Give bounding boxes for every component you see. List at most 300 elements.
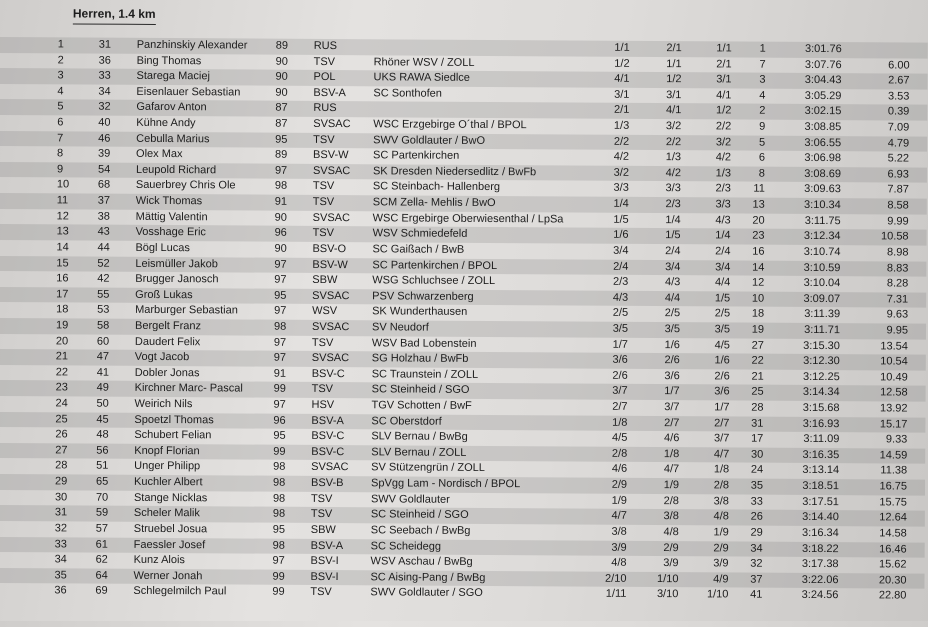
split-2: 2/9 bbox=[649, 540, 679, 556]
athlete-name: Olex Max bbox=[136, 147, 183, 163]
place-cell: 10 bbox=[57, 178, 73, 194]
rank-cell: 17 bbox=[741, 432, 763, 448]
split-1: 2/8 bbox=[597, 447, 627, 463]
place-cell: 8 bbox=[57, 147, 73, 163]
athlete-name: Starega Maciej bbox=[136, 69, 209, 85]
split-3: 3/8 bbox=[699, 494, 729, 510]
rank-cell: 12 bbox=[742, 276, 764, 292]
place-cell: 18 bbox=[56, 303, 72, 319]
place-cell: 33 bbox=[55, 537, 71, 553]
rank-cell: 41 bbox=[740, 588, 762, 604]
club-name: SC Steinbach- Hallenberg bbox=[373, 180, 500, 196]
finish-time: 3:17.38 bbox=[783, 557, 839, 573]
bib-cell: 34 bbox=[98, 84, 118, 100]
time-behind: 22.80 bbox=[856, 589, 906, 605]
athlete-name: Leupold Richard bbox=[136, 163, 216, 179]
split-2: 2/5 bbox=[650, 306, 680, 322]
athlete-name: Bergelt Franz bbox=[135, 319, 201, 335]
place-cell: 26 bbox=[55, 428, 71, 444]
split-2: 2/2 bbox=[651, 135, 681, 151]
association-code: SVSAC bbox=[313, 164, 350, 180]
bib-cell: 68 bbox=[98, 178, 118, 194]
time-behind: 9.33 bbox=[857, 432, 907, 448]
athlete-name: Spoetzl Thomas bbox=[134, 412, 213, 428]
split-1: 1/3 bbox=[599, 119, 629, 135]
finish-time: 3:14.40 bbox=[783, 510, 839, 526]
place-cell: 13 bbox=[57, 225, 73, 241]
rank-cell: 24 bbox=[741, 463, 763, 479]
club-name: SC Partenkirchen / BPOL bbox=[372, 258, 497, 274]
association-code: BSV-I bbox=[311, 554, 339, 570]
athlete-name: Stange Nicklas bbox=[134, 490, 207, 506]
split-1: 1/8 bbox=[597, 415, 627, 431]
bib-cell: 49 bbox=[97, 381, 117, 397]
place-cell: 34 bbox=[55, 552, 71, 568]
rank-cell: 11 bbox=[743, 182, 765, 198]
split-1: 4/1 bbox=[599, 72, 629, 88]
split-1: 2/1 bbox=[599, 103, 629, 119]
place-cell: 32 bbox=[55, 521, 71, 537]
finish-time: 3:09.63 bbox=[785, 182, 841, 198]
bib-cell: 70 bbox=[96, 490, 116, 506]
time-behind: 15.75 bbox=[857, 495, 907, 511]
rank-cell: 30 bbox=[741, 447, 763, 463]
association-code: BSV-A bbox=[313, 86, 346, 102]
birth-year: 99 bbox=[273, 445, 285, 461]
time-behind: 11.38 bbox=[857, 464, 907, 480]
time-behind: 10.58 bbox=[859, 230, 909, 246]
club-name: SCM Zella- Mehlis / BwO bbox=[373, 195, 496, 211]
rank-cell: 13 bbox=[743, 198, 765, 214]
athlete-name: Vosshage Eric bbox=[136, 225, 206, 241]
split-1: 1/5 bbox=[599, 212, 629, 228]
split-1: 2/9 bbox=[597, 478, 627, 494]
split-1: 3/3 bbox=[599, 181, 629, 197]
split-2: 4/4 bbox=[650, 291, 680, 307]
association-code: TSV bbox=[313, 195, 335, 211]
time-behind: 7.87 bbox=[859, 183, 909, 199]
rank-cell: 8 bbox=[743, 166, 765, 182]
club-name: SC Seebach / BwBg bbox=[371, 523, 471, 539]
split-2: 2/1 bbox=[652, 41, 682, 57]
split-1: 3/8 bbox=[597, 525, 627, 541]
club-name: SK Wunderthausen bbox=[372, 305, 467, 321]
split-3: 4/9 bbox=[698, 572, 728, 588]
time-behind: 7.09 bbox=[859, 120, 909, 136]
association-code: SVSAC bbox=[312, 351, 349, 367]
place-cell: 24 bbox=[55, 396, 71, 412]
athlete-name: Wick Thomas bbox=[136, 194, 203, 210]
split-3: 2/5 bbox=[700, 307, 730, 323]
athlete-name: Faessler Josef bbox=[134, 537, 206, 553]
club-name: SWV Goldlauter / BwO bbox=[373, 133, 485, 149]
club-name: SG Holzhau / BwFb bbox=[372, 351, 469, 367]
finish-time: 3:11.75 bbox=[785, 214, 841, 230]
place-cell: 20 bbox=[56, 334, 72, 350]
rank-cell: 37 bbox=[740, 572, 762, 588]
association-code: POL bbox=[313, 70, 335, 86]
split-2: 2/6 bbox=[650, 353, 680, 369]
athlete-name: Kirchner Marc- Pascal bbox=[135, 381, 243, 397]
bib-cell: 61 bbox=[96, 537, 116, 553]
split-1: 4/2 bbox=[599, 150, 629, 166]
association-code: BSV-C bbox=[311, 445, 344, 461]
rank-cell: 10 bbox=[742, 291, 764, 307]
athlete-name: Weirich Nils bbox=[134, 397, 192, 413]
association-code: BSV-O bbox=[312, 242, 346, 258]
bib-cell: 36 bbox=[99, 53, 119, 69]
club-name: SC Sonthofen bbox=[373, 86, 442, 102]
split-1: 2/3 bbox=[598, 275, 628, 291]
athlete-name: Mättig Valentin bbox=[136, 210, 208, 226]
place-cell: 28 bbox=[55, 459, 71, 475]
split-3: 2/7 bbox=[699, 416, 729, 432]
birth-year: 90 bbox=[275, 210, 287, 226]
association-code: BSV-B bbox=[311, 476, 344, 492]
place-cell: 3 bbox=[57, 69, 73, 85]
split-3: 2/4 bbox=[700, 244, 730, 260]
split-2: 3/5 bbox=[650, 322, 680, 338]
rank-cell: 14 bbox=[742, 260, 764, 276]
club-name: SLV Bernau / ZOLL bbox=[371, 445, 466, 461]
association-code: HSV bbox=[311, 398, 334, 414]
place-cell: 36 bbox=[54, 584, 70, 600]
place-cell: 7 bbox=[57, 131, 73, 147]
rank-cell: 26 bbox=[741, 510, 763, 526]
split-3: 1/10 bbox=[698, 588, 728, 604]
club-name: SC Partenkirchen bbox=[373, 149, 459, 165]
birth-year: 99 bbox=[272, 569, 284, 585]
split-1: 1/7 bbox=[598, 337, 628, 353]
bib-cell: 41 bbox=[97, 365, 117, 381]
rank-cell: 25 bbox=[742, 385, 764, 401]
bib-cell: 45 bbox=[96, 412, 116, 428]
finish-time: 3:12.30 bbox=[784, 354, 840, 370]
rank-cell: 21 bbox=[742, 369, 764, 385]
split-3: 2/8 bbox=[699, 478, 729, 494]
finish-time: 3:15.68 bbox=[783, 401, 839, 417]
birth-year: 95 bbox=[274, 288, 286, 304]
split-3: 4/7 bbox=[699, 447, 729, 463]
place-cell: 2 bbox=[58, 53, 74, 69]
bib-cell: 50 bbox=[96, 397, 116, 413]
birth-year: 89 bbox=[276, 39, 288, 55]
club-name: SC Oberstdorf bbox=[371, 414, 441, 430]
split-3: 4/4 bbox=[700, 275, 730, 291]
athlete-name: Cebulla Marius bbox=[136, 131, 209, 147]
club-name: Rhöner WSV / ZOLL bbox=[374, 55, 475, 71]
place-cell: 9 bbox=[57, 162, 73, 178]
birth-year: 97 bbox=[273, 398, 285, 414]
club-name: WSC Erzgebirge O´thal / BPOL bbox=[373, 117, 527, 134]
birth-year: 90 bbox=[276, 54, 288, 70]
athlete-name: Sauerbrey Chris Ole bbox=[136, 178, 236, 194]
finish-time: 3:10.59 bbox=[784, 260, 840, 276]
club-name: SV Stützengrün / ZOLL bbox=[371, 461, 485, 477]
time-behind: 10.54 bbox=[858, 354, 908, 370]
finish-time: 3:18.22 bbox=[783, 541, 839, 557]
place-cell: 27 bbox=[55, 443, 71, 459]
split-1: 1/4 bbox=[599, 197, 629, 213]
split-3: 2/6 bbox=[700, 369, 730, 385]
split-1: 2/10 bbox=[596, 571, 626, 587]
split-1: 1/1 bbox=[600, 41, 630, 57]
association-code: SVSAC bbox=[312, 289, 349, 305]
athlete-name: Struebel Josua bbox=[134, 522, 207, 538]
split-3: 2/9 bbox=[699, 541, 729, 557]
birth-year: 95 bbox=[273, 429, 285, 445]
place-cell: 15 bbox=[56, 256, 72, 272]
time-behind: 8.58 bbox=[859, 198, 909, 214]
rank-cell: 6 bbox=[743, 151, 765, 167]
split-2: 3/2 bbox=[651, 119, 681, 135]
split-1: 2/7 bbox=[597, 400, 627, 416]
split-3: 2/2 bbox=[701, 119, 731, 135]
association-code: BSV-W bbox=[312, 257, 348, 273]
split-2: 3/10 bbox=[648, 587, 678, 603]
birth-year: 97 bbox=[274, 273, 286, 289]
birth-year: 97 bbox=[274, 335, 286, 351]
finish-time: 3:16.34 bbox=[783, 526, 839, 542]
split-2: 2/4 bbox=[650, 244, 680, 260]
association-code: TSV bbox=[311, 507, 333, 523]
split-3: 3/4 bbox=[700, 260, 730, 276]
athlete-name: Panzhinskiy Alexander bbox=[137, 38, 248, 54]
split-3: 1/1 bbox=[702, 41, 732, 57]
association-code: TSV bbox=[313, 226, 335, 242]
finish-time: 3:02.15 bbox=[785, 104, 841, 120]
split-1: 1/6 bbox=[599, 228, 629, 244]
birth-year: 98 bbox=[273, 507, 285, 523]
finish-time: 3:14.34 bbox=[784, 385, 840, 401]
birth-year: 96 bbox=[273, 413, 285, 429]
split-1: 3/1 bbox=[599, 87, 629, 103]
rank-cell: 23 bbox=[743, 229, 765, 245]
club-name: SC Steinheid / SGO bbox=[372, 383, 470, 399]
finish-time: 3:07.76 bbox=[786, 57, 842, 73]
finish-time: 3:04.43 bbox=[785, 73, 841, 89]
split-1: 2/5 bbox=[598, 306, 628, 322]
split-3: 1/3 bbox=[701, 166, 731, 182]
time-behind: 3.53 bbox=[859, 89, 909, 105]
birth-year: 90 bbox=[275, 86, 287, 102]
athlete-name: Dobler Jonas bbox=[135, 366, 200, 382]
birth-year: 89 bbox=[275, 148, 287, 164]
split-3: 1/7 bbox=[699, 400, 729, 416]
split-2: 4/7 bbox=[649, 462, 679, 478]
rank-cell: 33 bbox=[741, 494, 763, 510]
rank-cell: 29 bbox=[741, 525, 763, 541]
birth-year: 97 bbox=[274, 351, 286, 367]
rank-cell: 9 bbox=[743, 120, 765, 136]
club-name: SV Neudorf bbox=[372, 320, 429, 336]
finish-time: 3:22.06 bbox=[782, 573, 838, 589]
association-code: SVSAC bbox=[313, 211, 350, 227]
split-3: 1/5 bbox=[700, 291, 730, 307]
birth-year: 99 bbox=[274, 382, 286, 398]
results-table bbox=[0, 37, 928, 605]
club-name: WSV Schmiedefeld bbox=[373, 227, 468, 243]
rank-cell: 22 bbox=[742, 354, 764, 370]
association-code: TSV bbox=[312, 382, 334, 398]
athlete-name: Unger Philipp bbox=[134, 459, 200, 475]
split-1: 4/5 bbox=[597, 431, 627, 447]
split-1: 3/5 bbox=[598, 322, 628, 338]
athlete-name: Leismüller Jakob bbox=[135, 256, 218, 272]
time-behind: 13.92 bbox=[857, 401, 907, 417]
club-name: SWV Goldlauter / SGO bbox=[370, 586, 483, 602]
bib-cell: 47 bbox=[97, 350, 117, 366]
bib-cell: 62 bbox=[96, 553, 116, 569]
place-cell: 23 bbox=[56, 381, 72, 397]
athlete-name: Schubert Felian bbox=[134, 428, 211, 444]
time-behind: 15.62 bbox=[857, 557, 907, 573]
time-behind: 10.49 bbox=[858, 370, 908, 386]
bib-cell: 48 bbox=[96, 428, 116, 444]
split-3: 1/9 bbox=[699, 525, 729, 541]
birth-year: 87 bbox=[275, 101, 287, 117]
bib-cell: 40 bbox=[98, 116, 118, 132]
finish-time: 3:13.14 bbox=[783, 463, 839, 479]
bib-cell: 54 bbox=[98, 162, 118, 178]
birth-year: 97 bbox=[275, 164, 287, 180]
place-cell: 21 bbox=[56, 350, 72, 366]
bib-cell: 38 bbox=[98, 209, 118, 225]
club-name: PSV Schwarzenberg bbox=[372, 289, 474, 305]
place-cell: 17 bbox=[56, 287, 72, 303]
athlete-name: Daudert Felix bbox=[135, 334, 201, 350]
bib-cell: 69 bbox=[95, 584, 115, 600]
time-behind: 0.39 bbox=[859, 105, 909, 121]
club-name: SC Scheidegg bbox=[371, 539, 441, 555]
split-2: 3/6 bbox=[650, 369, 680, 385]
split-1: 1/2 bbox=[600, 56, 630, 72]
finish-time: 3:11.09 bbox=[783, 432, 839, 448]
split-1: 4/6 bbox=[597, 462, 627, 478]
bib-cell: 60 bbox=[97, 334, 117, 350]
time-behind: 8.98 bbox=[858, 245, 908, 261]
split-1: 1/11 bbox=[596, 587, 626, 603]
birth-year: 96 bbox=[275, 226, 287, 242]
page-title: Herren, 1.4 km bbox=[73, 6, 156, 25]
split-1: 1/9 bbox=[597, 493, 627, 509]
birth-year: 97 bbox=[273, 554, 285, 570]
athlete-name: Werner Jonah bbox=[133, 569, 202, 585]
athlete-name: Kuchler Albert bbox=[134, 475, 203, 491]
finish-time: 3:16.35 bbox=[783, 448, 839, 464]
place-cell: 14 bbox=[56, 240, 72, 256]
time-behind: 9.63 bbox=[858, 308, 908, 324]
time-behind: 8.28 bbox=[858, 276, 908, 292]
bib-cell: 39 bbox=[98, 147, 118, 163]
finish-time: 3:08.85 bbox=[785, 120, 841, 136]
split-2: 1/9 bbox=[649, 478, 679, 494]
rank-cell: 28 bbox=[741, 401, 763, 417]
association-code: TSV bbox=[313, 133, 335, 149]
split-2: 3/8 bbox=[649, 509, 679, 525]
split-1: 3/7 bbox=[598, 384, 628, 400]
club-name: TGV Schotten / BwF bbox=[371, 398, 471, 414]
split-2: 1/5 bbox=[651, 228, 681, 244]
place-cell: 19 bbox=[56, 318, 72, 334]
place-cell: 5 bbox=[57, 100, 73, 116]
place-cell: 12 bbox=[57, 209, 73, 225]
time-behind: 13.54 bbox=[858, 339, 908, 355]
split-2: 1/10 bbox=[648, 572, 678, 588]
place-cell: 29 bbox=[55, 474, 71, 490]
split-3: 3/7 bbox=[699, 432, 729, 448]
birth-year: 98 bbox=[273, 538, 285, 554]
split-3: 2/1 bbox=[702, 57, 732, 73]
split-3: 1/8 bbox=[699, 463, 729, 479]
club-name: SC Aising-Pang / BwBg bbox=[370, 570, 485, 586]
association-code: BSV-C bbox=[311, 429, 344, 445]
time-behind: 12.58 bbox=[858, 386, 908, 402]
association-code: SVSAC bbox=[311, 460, 348, 476]
split-1: 3/6 bbox=[598, 353, 628, 369]
athlete-name: Brugger Janosch bbox=[135, 272, 218, 288]
finish-time: 3:11.71 bbox=[784, 323, 840, 339]
split-2: 4/8 bbox=[649, 525, 679, 541]
athlete-name: Kühne Andy bbox=[136, 116, 195, 132]
athlete-name: Kunz Alois bbox=[134, 553, 185, 569]
time-behind: 8.83 bbox=[858, 261, 908, 277]
association-code: RUS bbox=[314, 39, 337, 55]
split-3: 4/1 bbox=[701, 88, 731, 104]
birth-year: 98 bbox=[275, 179, 287, 195]
athlete-name: Gafarov Anton bbox=[136, 100, 206, 116]
athlete-name: Schlegelmilch Paul bbox=[133, 584, 226, 600]
rank-cell: 7 bbox=[744, 57, 766, 73]
split-3: 2/3 bbox=[701, 182, 731, 198]
place-cell: 16 bbox=[56, 271, 72, 287]
club-name: WSV Aschau / BwBg bbox=[371, 554, 473, 570]
birth-year: 95 bbox=[273, 523, 285, 539]
athlete-name: Vogt Jacob bbox=[135, 350, 190, 366]
athlete-name: Scheler Malik bbox=[134, 506, 200, 522]
birth-year: 90 bbox=[274, 242, 286, 258]
place-cell: 22 bbox=[56, 365, 72, 381]
bib-cell: 42 bbox=[97, 272, 117, 288]
rank-cell: 35 bbox=[741, 479, 763, 495]
split-2: 4/3 bbox=[650, 275, 680, 291]
split-2: 1/4 bbox=[651, 213, 681, 229]
split-1: 3/4 bbox=[598, 244, 628, 260]
association-code: SVSAC bbox=[313, 117, 350, 133]
club-name: WSG Schluchsee / ZOLL bbox=[372, 273, 495, 289]
split-3: 3/1 bbox=[701, 73, 731, 89]
bib-cell: 57 bbox=[96, 521, 116, 537]
split-2: 1/2 bbox=[651, 72, 681, 88]
time-behind: 2.67 bbox=[859, 73, 909, 89]
birth-year: 91 bbox=[275, 195, 287, 211]
time-behind: 20.30 bbox=[856, 573, 906, 589]
time-behind: 9.95 bbox=[858, 323, 908, 339]
association-code: BSV-C bbox=[312, 367, 345, 383]
finish-time: 3:15.30 bbox=[784, 338, 840, 354]
split-2: 4/2 bbox=[651, 166, 681, 182]
rank-cell: 27 bbox=[742, 338, 764, 354]
split-3: 1/6 bbox=[700, 353, 730, 369]
split-2: 1/6 bbox=[650, 338, 680, 354]
place-cell: 1 bbox=[58, 37, 74, 53]
bib-cell: 46 bbox=[98, 131, 118, 147]
bib-cell: 51 bbox=[96, 459, 116, 475]
birth-year: 97 bbox=[274, 257, 286, 273]
association-code: BSV-W bbox=[313, 148, 349, 164]
time-behind: 6.00 bbox=[860, 58, 910, 74]
time-behind: 16.46 bbox=[857, 542, 907, 558]
